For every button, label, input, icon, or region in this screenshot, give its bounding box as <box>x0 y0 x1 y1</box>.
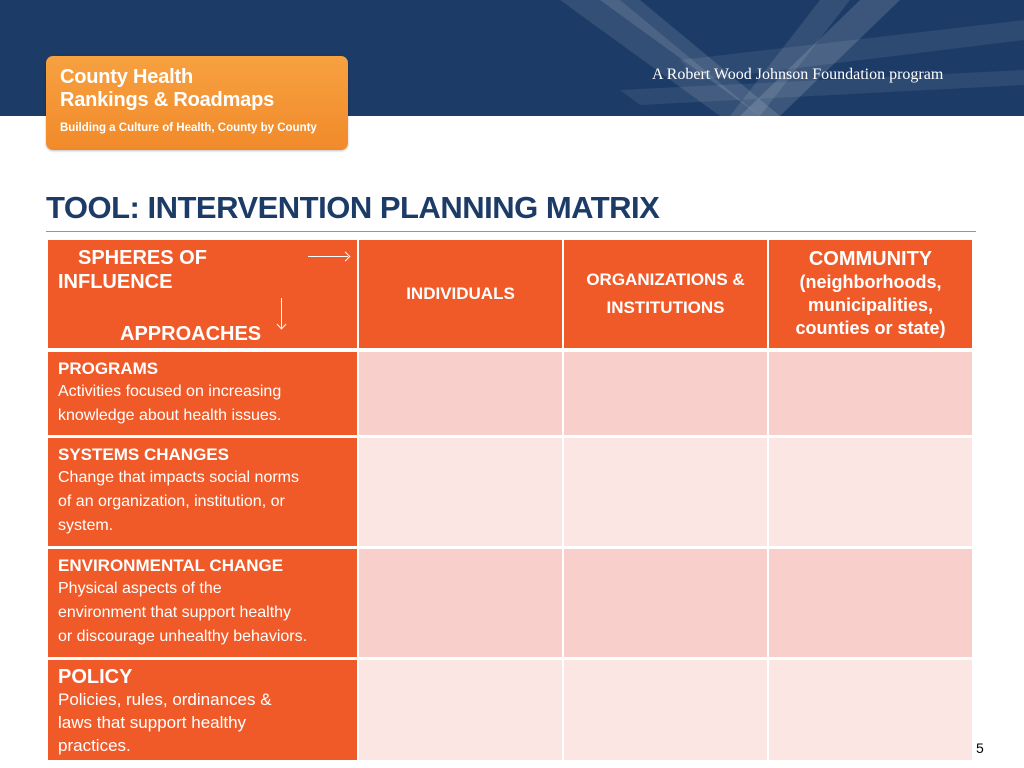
cell-environmental-organizations[interactable] <box>564 549 767 657</box>
systems-title: SYSTEMS CHANGES <box>58 445 229 464</box>
influence-label: INFLUENCE <box>58 271 173 293</box>
logo-line2: Rankings & Roadmaps <box>60 89 275 111</box>
cell-environmental-community[interactable] <box>769 549 972 657</box>
row-header-systems-changes <box>48 438 357 546</box>
policy-title: POLICY <box>58 666 133 688</box>
individuals-label: INDIVIDUALS <box>406 284 515 303</box>
cell-environmental-individuals[interactable] <box>359 549 562 657</box>
policy-desc-line2: laws that support healthy <box>58 713 247 732</box>
cell-programs-community[interactable] <box>769 352 972 435</box>
title-divider <box>46 231 976 232</box>
column-header-community <box>769 240 972 348</box>
arrow-down-icon <box>281 298 282 328</box>
cell-programs-individuals[interactable] <box>359 352 562 435</box>
systems-desc-line2: of an organization, institution, or <box>58 493 285 510</box>
row-header-environmental-change <box>48 549 357 657</box>
row-header-policy <box>48 660 357 760</box>
programs-desc-line2: knowledge about health issues. <box>58 407 282 424</box>
cell-policy-organizations[interactable] <box>564 660 767 760</box>
corner-header-cell <box>48 240 357 348</box>
systems-desc-line1: Change that impacts social norms <box>58 469 299 486</box>
community-label: COMMUNITY <box>808 248 933 270</box>
programs-title: PROGRAMS <box>58 359 159 378</box>
community-sub1: (neighborhoods, <box>799 272 942 292</box>
column-header-organizations <box>564 240 767 348</box>
systems-desc-line3: system. <box>58 517 114 534</box>
chr-logo[interactable] <box>46 56 348 150</box>
column-header-individuals <box>359 240 562 348</box>
environmental-desc-line3: or discourage unhealthy behaviors. <box>58 628 308 645</box>
slide-title: TOOL: INTERVENTION PLANNING MATRIX <box>46 190 660 225</box>
community-sub3: counties or state) <box>795 318 946 338</box>
foundation-credit: A Robert Wood Johnson Foundation program <box>652 66 944 83</box>
cell-systems-organizations[interactable] <box>564 438 767 546</box>
institutions-label: INSTITUTIONS <box>606 298 725 317</box>
spheres-label: SPHERES OF <box>78 247 207 269</box>
environmental-desc-line1: Physical aspects of the <box>58 580 222 597</box>
community-sub2: municipalities, <box>807 295 934 315</box>
programs-desc-line1: Activities focused on increasing <box>58 383 282 400</box>
cell-systems-community[interactable] <box>769 438 972 546</box>
environmental-desc-line2: environment that support healthy <box>58 604 292 621</box>
policy-desc-line1: Policies, rules, ordinances & <box>58 690 272 709</box>
cell-policy-community[interactable] <box>769 660 972 760</box>
row-header-programs <box>48 352 357 435</box>
logo-line1: County Health <box>60 66 193 88</box>
page-number: 5 <box>976 740 984 756</box>
policy-desc-line3: practices. <box>58 736 131 755</box>
logo-tagline: Building a Culture of Health, County by County <box>60 122 317 134</box>
cell-policy-individuals[interactable] <box>359 660 562 760</box>
cell-systems-individuals[interactable] <box>359 438 562 546</box>
arrow-right-icon <box>308 256 348 257</box>
approaches-label: APPROACHES <box>120 323 262 345</box>
organizations-label: ORGANIZATIONS & <box>586 270 745 289</box>
cell-programs-organizations[interactable] <box>564 352 767 435</box>
environmental-title: ENVIRONMENTAL CHANGE <box>58 556 284 575</box>
